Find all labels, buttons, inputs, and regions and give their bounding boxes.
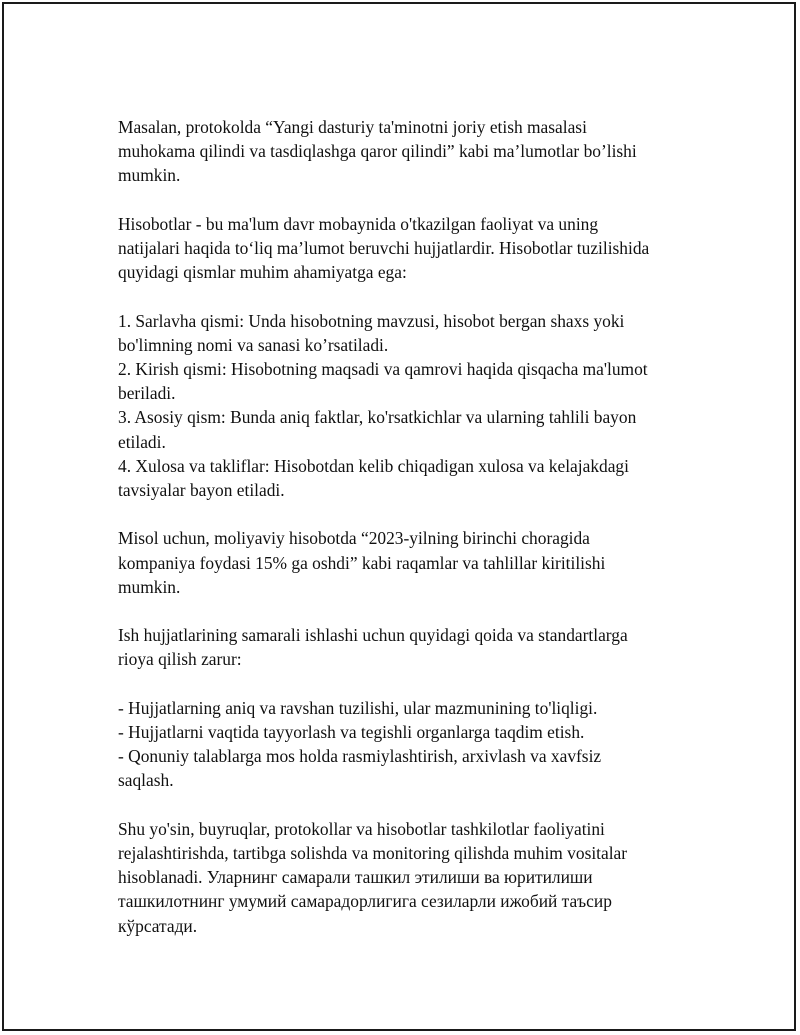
list-item: 3. Asosiy qism: Bunda aniq faktlar, ko'rsatkichlar va ularning tahlili bayon <box>118 407 637 428</box>
text-line: Ish hujjatlarining samarali ishlashi uchun quyidagi qoida va standartlarga <box>118 625 628 646</box>
text-line: Hisobotlar - bu ma'lum davr mobaynida o'tkazilgan faoliyat va uning <box>118 213 599 234</box>
text-line: hisoblanadi. Уларнинг самарали ташкил этилиши ва юритилиши <box>118 867 593 888</box>
list-item-continued: saqlash. <box>118 770 174 791</box>
text-line: Misol uchun, moliyaviy hisobotda “2023-yilning birinchi choragida <box>118 528 590 549</box>
list-item-continued: beriladi. <box>118 383 176 404</box>
text-line: kompaniya foydasi 15% ga oshdi” kabi raqamlar va tahlillar kiritilishi <box>118 552 606 573</box>
document-body <box>118 115 693 962</box>
text-line: Shu yo'sin, buyruqlar, protokollar va hisobotlar tashkilotlar faoliyatini <box>118 818 605 839</box>
list-item-continued: tavsiyalar bayon etiladi. <box>118 480 285 501</box>
text-line: muhokama qilindi va tasdiqlashga qaror qilindi” kabi ma’lumotlar bo’lishi <box>118 141 637 162</box>
report-parts-list <box>118 309 693 503</box>
text-line: rioya qilish zarur: <box>118 649 242 670</box>
list-item: - Hujjatlarni vaqtida tayyorlash va tegishli organlarga taqdim etish. <box>118 722 585 742</box>
list-item-continued: bo'limning nomi va sanasi ko’rsatiladi. <box>118 334 389 355</box>
list-item: - Qonuniy talablarga mos holda rasmiylashtirish, arxivlash va xavfsiz <box>118 746 602 767</box>
paragraph-financial-example <box>118 526 693 599</box>
list-item: 4. Xulosa va takliflar: Hisobotdan kelib chiqadigan xulosa va kelajakdagi <box>118 455 629 476</box>
text-line: mumkin. <box>118 165 181 186</box>
paragraph-conclusion <box>118 817 693 938</box>
text-line: rejalashtirishda, tartibga solishda va monitoring qilishda muhim vositalar <box>118 843 628 863</box>
text-line: ташкилотнинг умумий самарадорлигига сезиларли ижобий таъсир <box>118 891 612 912</box>
list-item-continued: etiladi. <box>118 431 166 452</box>
paragraph-standards-intro <box>118 623 693 671</box>
text-line: quyidagi qismlar muhim ahamiyatga ega: <box>118 262 407 283</box>
text-line: кўрсатади. <box>118 915 198 936</box>
standards-list <box>118 696 693 793</box>
list-item: 1. Sarlavha qismi: Unda hisobotning mavzusi, hisobot bergan shaxs yoki <box>118 310 625 331</box>
list-item: 2. Kirish qismi: Hisobotning maqsadi va qamrovi haqida qisqacha ma'lumot <box>118 359 648 379</box>
paragraph-protocol-example <box>118 115 693 188</box>
paragraph-reports-definition <box>118 212 693 285</box>
list-item: - Hujjatlarning aniq va ravshan tuzilishi, ular mazmunining to'liqligi. <box>118 697 598 718</box>
text-line: Masalan, protokolda “Yangi dasturiy ta'minotni joriy etish masalasi <box>118 117 587 137</box>
text-line: mumkin. <box>118 576 181 597</box>
text-line: natijalari haqida to‘liq ma’lumot beruvchi hujjatlardir. Hisobotlar tuzilishida <box>118 238 650 258</box>
